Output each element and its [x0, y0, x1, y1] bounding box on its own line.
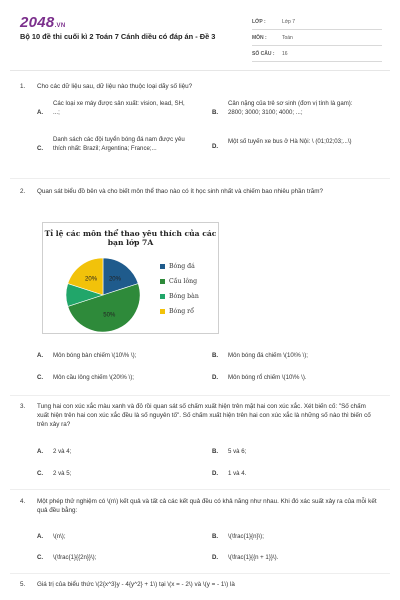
option-a[interactable]	[37, 100, 207, 130]
option-letter: C.	[37, 374, 44, 381]
option-d[interactable]	[212, 470, 382, 482]
legend-item	[160, 259, 220, 274]
option-a[interactable]	[37, 352, 207, 364]
question-number: 1.	[20, 83, 26, 90]
header-divider	[10, 70, 390, 71]
option-letter: C.	[37, 470, 44, 477]
divider	[10, 573, 390, 574]
option-letter: A.	[37, 109, 44, 116]
option-letter: A.	[37, 352, 44, 359]
option-text: Danh sách các đội tuyển bóng đá nam được yêu thích nhất: Brazil; Argentina; France;...	[53, 136, 185, 152]
question-text: Giá trị của biểu thức \(2{x^3}y - 4{y^2} + 1\) tại \(x = - 2\) và \(y = - 1\) là	[37, 581, 235, 588]
legend-label: Bóng rổ	[169, 308, 194, 315]
option-d[interactable]	[212, 138, 382, 168]
legend-swatch	[160, 309, 165, 314]
option-letter: B.	[212, 448, 219, 455]
option-text: \(\frac{1}{{n + 1}}\).	[228, 554, 279, 561]
question-text: Cho các dữ liệu sau, dữ liệu nào thuộc loại dãy số liệu?	[37, 83, 193, 90]
question-number: 3.	[20, 403, 26, 410]
meta-row-count	[252, 46, 382, 62]
option-d[interactable]	[212, 374, 382, 386]
option-b[interactable]	[212, 100, 382, 130]
option-text: \(\frac{1}{n}\);	[228, 533, 264, 540]
pie-label-3: 20%	[85, 276, 98, 283]
legend-label: Bóng bàn	[169, 293, 199, 300]
legend-item	[160, 304, 220, 319]
question-4	[20, 497, 382, 571]
chart-legend	[160, 259, 220, 319]
option-text: \(\frac{1}{{2n}}\);	[53, 554, 97, 561]
meta-key: LỚP :	[252, 18, 266, 25]
option-letter: D.	[212, 143, 219, 150]
option-b[interactable]	[212, 533, 382, 545]
option-text: 2 và 5;	[53, 470, 72, 477]
pie-chart	[42, 222, 219, 334]
divider	[10, 489, 390, 490]
meta-row-class	[252, 14, 382, 30]
divider	[10, 178, 390, 179]
option-c[interactable]	[37, 374, 207, 386]
option-b[interactable]	[212, 448, 382, 460]
meta-value: 16	[282, 50, 288, 57]
meta-key: MÔN :	[252, 34, 267, 41]
option-text: Môn bóng đá chiếm \(10\% \);	[228, 352, 308, 359]
option-letter: C.	[37, 145, 44, 152]
option-text: Môn bóng rổ chiếm \(10\% \).	[228, 374, 307, 381]
option-text: Cân nặng của trẻ sơ sinh (đơn vị tính là gam): 2800; 3000; 3100; 4000; ...;	[228, 100, 353, 116]
question-text: Quan sát biểu đồ bên và cho biết môn thể thao nào có ít học sinh nhất và chiếm bao nhiêu phần trăm?	[37, 188, 324, 195]
question-text: Tung hai con xúc xắc màu xanh và đỏ rồi quan sát số chấm xuất hiện trên mặt hai con xúc xắc. Xét biến cố: "Số chấm xuất hiện trên hai con xúc xắc đều là số nguyên tố". Số chấm xuất hiện trên hai con xúc xắc là những số nào thì biến cố trên xảy ra?	[37, 403, 371, 429]
document-meta	[252, 14, 382, 62]
legend-label: Bóng đá	[169, 263, 195, 270]
option-letter: D.	[212, 554, 219, 561]
option-text: Các loại xe máy được sản xuất: vision, lead, SH, ...;	[53, 100, 185, 116]
option-d[interactable]	[212, 554, 382, 566]
question-1	[20, 82, 382, 174]
legend-item	[160, 289, 220, 304]
option-letter: A.	[37, 448, 44, 455]
option-text: 1 và 4.	[228, 470, 247, 477]
option-c[interactable]	[37, 470, 207, 482]
option-letter: B.	[212, 109, 219, 116]
option-letter: D.	[212, 470, 219, 477]
pie-label-1: 50%	[103, 312, 116, 319]
legend-item	[160, 274, 220, 289]
option-text: 2 và 4;	[53, 448, 72, 455]
site-logo[interactable]	[20, 14, 65, 31]
meta-value: Toán	[282, 34, 293, 41]
logo-text: 2048	[20, 14, 55, 31]
option-text: Môn cầu lông chiếm \(20\% \);	[53, 374, 134, 381]
option-a[interactable]	[37, 448, 207, 460]
question-3	[20, 402, 382, 487]
option-b[interactable]	[212, 352, 382, 364]
legend-label: Cầu lông	[169, 278, 198, 285]
question-5	[20, 580, 382, 594]
question-number: 5.	[20, 581, 26, 588]
option-a[interactable]	[37, 533, 207, 545]
option-text: 5 và 6;	[228, 448, 247, 455]
option-text: Một số tuyến xe bus ở Hà Nội: \ (01;02;03;...\)	[228, 138, 352, 145]
option-letter: C.	[37, 554, 44, 561]
logo-suffix: .VN	[54, 23, 66, 29]
legend-swatch	[160, 264, 165, 269]
divider	[10, 395, 390, 396]
option-text: \(n\);	[53, 533, 66, 540]
option-letter: B.	[212, 352, 219, 359]
chart-title: Tỉ lệ các môn thể thao yêu thích của các bạn lớp 7A	[44, 229, 217, 248]
meta-row-subject	[252, 30, 382, 46]
question-text: Một phép thử nghiệm có \(n\) kết quả và tất cả các kết quả đều có khả năng như nhau. Khi đó xác suất xảy ra của mỗi kết quả đều bằng:	[37, 498, 377, 515]
document-title: Bộ 10 đề thi cuối kì 2 Toán 7 Cánh diều có đáp án - Đề 3	[20, 32, 216, 41]
meta-key: SỐ CÂU :	[252, 50, 275, 57]
option-c[interactable]	[37, 554, 207, 566]
option-letter: A.	[37, 533, 44, 540]
question-number: 4.	[20, 498, 26, 505]
page-header	[0, 0, 400, 70]
option-letter: B.	[212, 533, 219, 540]
option-letter: D.	[212, 374, 219, 381]
legend-swatch	[160, 279, 165, 284]
pie-chart-plot	[63, 255, 143, 335]
legend-swatch	[160, 294, 165, 299]
option-c[interactable]	[37, 136, 207, 176]
option-text: Môn bóng bàn chiếm \(10\% \);	[53, 352, 137, 359]
pie-label-0: 20%	[108, 276, 121, 283]
question-number: 2.	[20, 188, 26, 195]
meta-value: Lớp 7	[282, 18, 296, 25]
